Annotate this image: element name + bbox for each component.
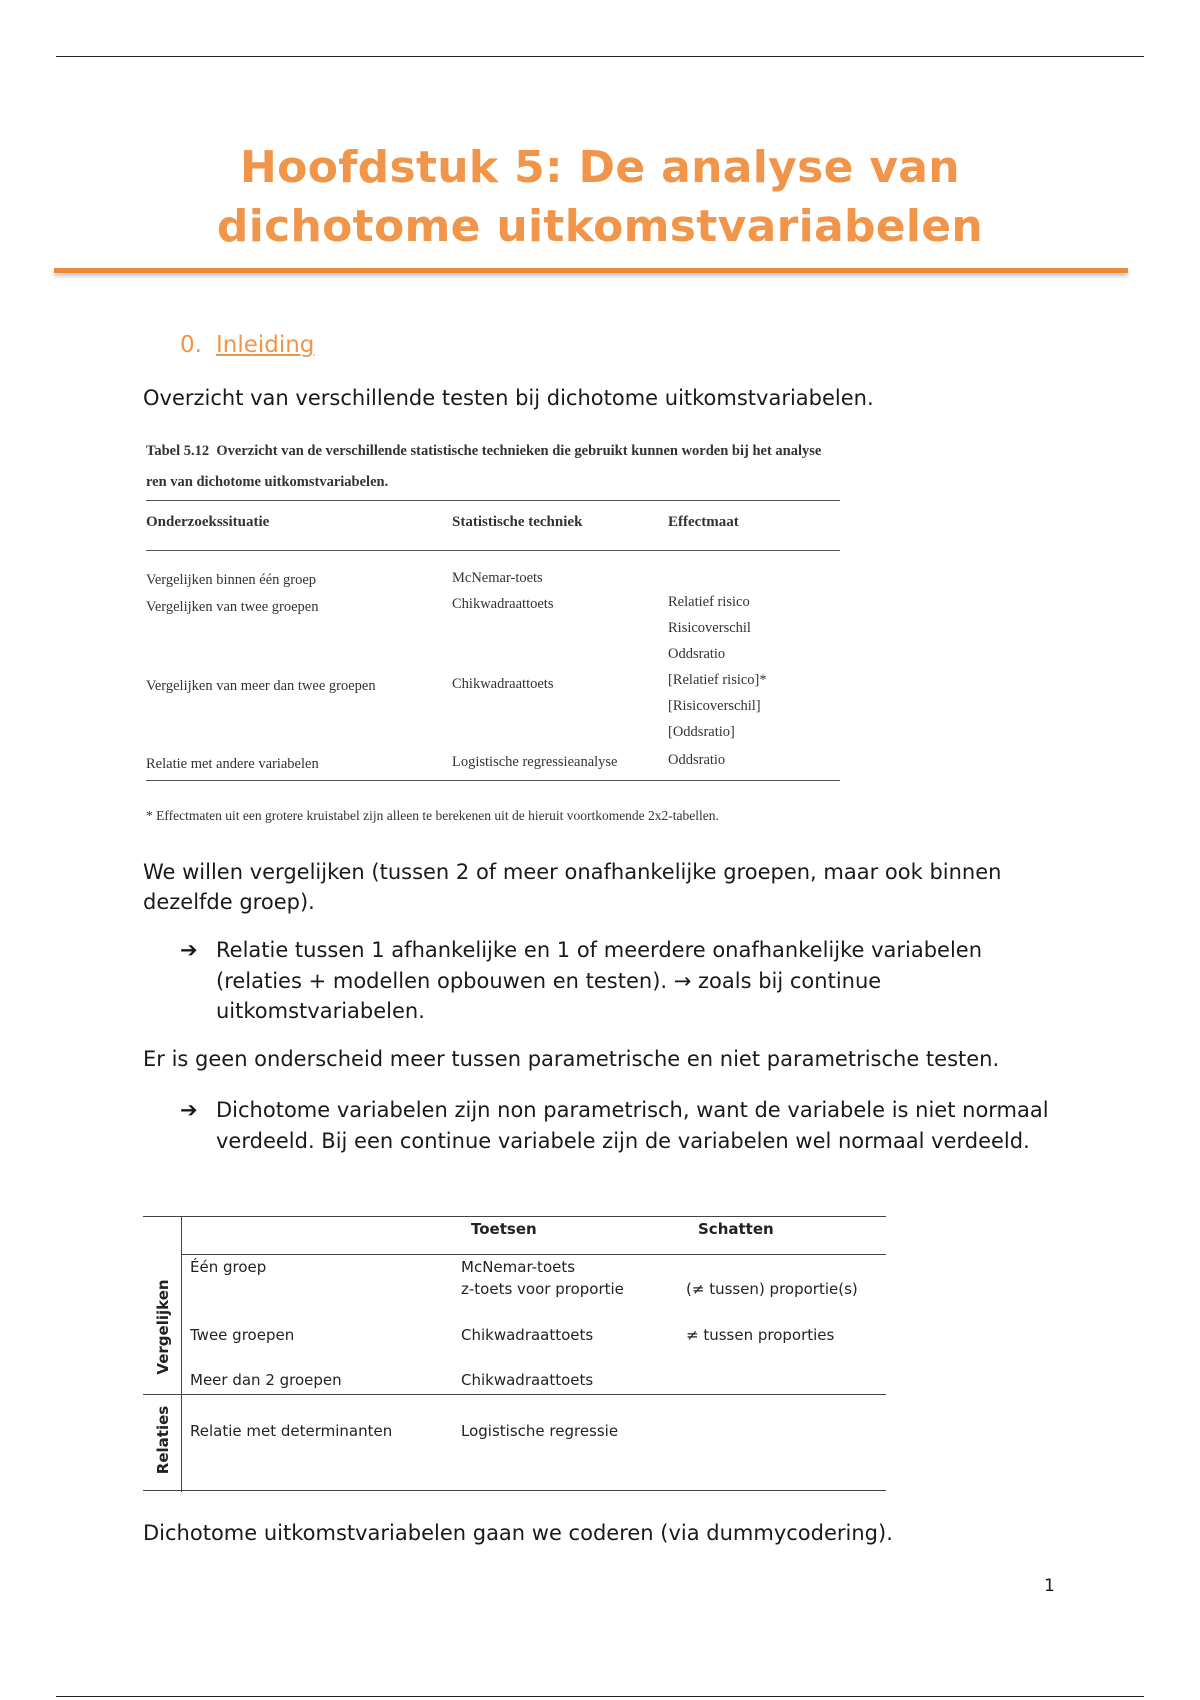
- table1-cell: Logistische regressieanalyse: [452, 754, 618, 770]
- table1-cell: Relatie met andere variabelen: [146, 756, 319, 772]
- intro-paragraph: Overzicht van verschillende testen bij dichotome uitkomstvariabelen.: [143, 386, 874, 410]
- table2-bottom-rule: [143, 1490, 886, 1491]
- bullet-text: Relatie tussen 1 afhankelijke en 1 of meerdere onafhankelijke variabelen (relaties + modellen opbouwen en testen). → zoals bij continue uitkomstvariabelen.: [216, 938, 983, 1023]
- table1-cell: Risicoverschil: [668, 620, 751, 636]
- table1-cell: Vergelijken van meer dan twee groepen: [146, 678, 376, 694]
- table1-caption-line2: ren van dichotome uitkomstvariabelen.: [146, 474, 389, 490]
- table1-footnote: * Effectmaten uit een grotere kruistabel zijn alleen te berekenen uit de hieruit voortkomende 2x2-tabellen.: [146, 808, 719, 823]
- table2-cell: Twee groepen: [190, 1326, 295, 1344]
- table2-header-toetsen: Toetsen: [471, 1220, 537, 1238]
- overview-table-image: [146, 432, 846, 832]
- table2-cell: McNemar-toets: [461, 1258, 576, 1276]
- table1-cell: [Oddsratio]: [668, 724, 735, 740]
- table2-cell: (≠ tussen) proportie(s): [686, 1280, 858, 1298]
- table1-cell: McNemar-toets: [452, 570, 543, 586]
- table1-cell: [Risicoverschil]: [668, 698, 761, 714]
- table1-header-situatie: Onderzoekssituatie: [146, 514, 270, 530]
- table2-cell: Chikwadraattoets: [461, 1371, 594, 1389]
- table1-header-rule: [146, 550, 840, 551]
- table1-caption-line1: Overzicht van de verschillende statistische technieken die gebruikt kunnen worden bij het analyse: [216, 443, 822, 459]
- bullet-text: Dichotome variabelen zijn non parametrisch, want de variabele is niet normaal verdeeld. Bij een continue variabele zijn de variabelen wel normaal verdeeld.: [216, 1098, 1049, 1153]
- table1-header-techniek: Statistische techniek: [452, 514, 583, 530]
- chapter-title-line1: Hoofdstuk 5: De analyse van: [240, 142, 960, 193]
- table2-cell: Relatie met determinanten: [190, 1422, 393, 1440]
- table1-caption: [146, 436, 846, 498]
- table1-cell: Vergelijken binnen één groep: [146, 572, 317, 588]
- table2-cell: Één groep: [190, 1258, 267, 1276]
- table1-cell: Oddsratio: [668, 752, 726, 768]
- table2-cell: ≠ tussen proporties: [686, 1326, 835, 1344]
- table2-cell: Logistische regressie: [461, 1422, 619, 1440]
- bullet-item: [180, 935, 1060, 1027]
- coding-paragraph: Dichotome uitkomstvariabelen gaan we coderen (via dummycodering).: [143, 1521, 893, 1545]
- table2-group-relaties: Relaties: [154, 1405, 172, 1475]
- table2-cell: Meer dan 2 groepen: [190, 1371, 342, 1389]
- table1-cell: [Relatief risico]*: [668, 672, 767, 688]
- table1-bottom-rule: [146, 780, 840, 781]
- table2-group-divider: [181, 1216, 182, 1492]
- table1-header-effectmaat: Effectmaat: [668, 514, 739, 530]
- table2-header-schatten: Schatten: [698, 1220, 774, 1238]
- bullet-item: [180, 1095, 1060, 1187]
- arrow-icon: ➔: [180, 1098, 198, 1122]
- page-number: 1: [1044, 1576, 1055, 1596]
- table2-header-rule: [181, 1254, 886, 1255]
- table2-group-vergelijken: Vergelijken: [154, 1279, 172, 1375]
- table1-cell: Chikwadraattoets: [452, 596, 554, 612]
- tests-table: [143, 1214, 886, 1494]
- table2-top-rule: [143, 1216, 886, 1217]
- table1-caption-label: Tabel 5.12: [146, 443, 210, 459]
- parametric-paragraph: Er is geen onderscheid meer tussen parametrische en niet parametrische testen.: [143, 1047, 1000, 1071]
- section-number: 0.: [180, 332, 202, 358]
- table1-cell: Relatief risico: [668, 594, 750, 610]
- table2-cell: z-toets voor proportie: [461, 1280, 624, 1298]
- chapter-title-line2: dichotome uitkomstvariabelen: [216, 201, 984, 252]
- table1-cell: Chikwadraattoets: [452, 676, 554, 692]
- table1-cell: Vergelijken van twee groepen: [146, 599, 319, 615]
- table2-section-rule: [143, 1394, 886, 1395]
- section-label: Inleiding: [215, 332, 315, 358]
- footer-rule: [56, 1696, 1144, 1697]
- chapter-title: [0, 138, 1200, 256]
- table1-top-rule: [146, 500, 840, 501]
- table1-cell: Oddsratio: [668, 646, 726, 662]
- table2-cell: Chikwadraattoets: [461, 1326, 594, 1344]
- section-heading: [180, 332, 314, 358]
- header-rule: [56, 56, 1144, 57]
- title-underline: [54, 268, 1128, 273]
- arrow-icon: ➔: [180, 938, 198, 962]
- compare-paragraph: We willen vergelijken (tussen 2 of meer onafhankelijke groepen, maar ook binnen dezelfde groep).: [143, 860, 1002, 914]
